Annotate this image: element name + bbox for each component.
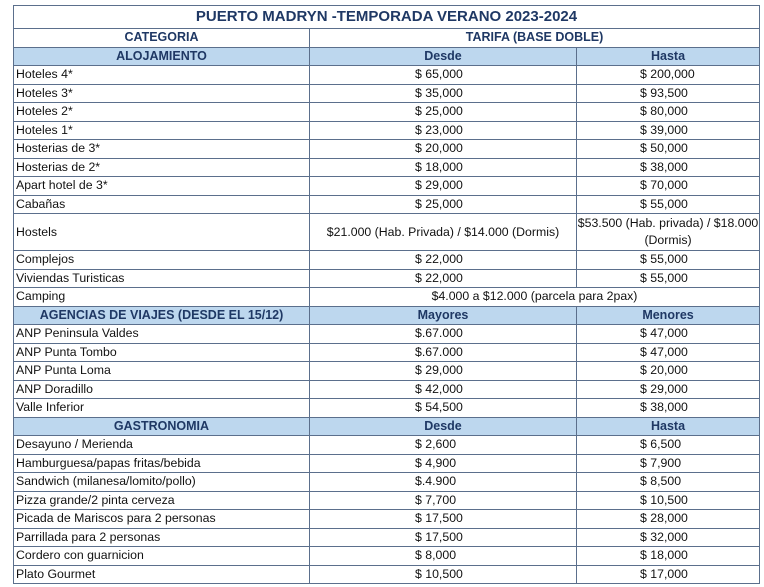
section-header-agencias [14, 306, 760, 325]
row-name: Valle Inferior [14, 399, 310, 418]
row-to [577, 84, 760, 103]
section-title: ALOJAMIENTO [14, 47, 310, 66]
row-from [310, 269, 577, 288]
row-from [310, 343, 577, 362]
row-name: Hoteles 2* [14, 103, 310, 122]
row-to [577, 491, 760, 510]
section-header-gastronomia [14, 417, 760, 436]
row-from [310, 510, 577, 529]
value-to: $ 39,000 [640, 122, 688, 137]
row-from [310, 158, 577, 177]
row-name: Cabañas [14, 195, 310, 214]
row-name: Plato Gourmet [14, 565, 310, 584]
row-from [310, 380, 577, 399]
value-to: $ 28,000 [640, 511, 688, 526]
row-name: Camping [14, 288, 310, 307]
column-header-to: Hasta [577, 417, 760, 436]
value-from: $ 23,000 [415, 122, 463, 137]
value-from: $ 29,000 [415, 363, 463, 378]
row-name: Cordero con guarnicion [14, 547, 310, 566]
header-tarifa: TARIFA (BASE DOBLE) [310, 29, 760, 48]
camping-value: $4.000 a $12.000 (parcela para 2pax) [310, 288, 760, 307]
value-to: $ 55,000 [640, 196, 688, 211]
column-header-to: Menores [577, 306, 760, 325]
value-to: $ 200,000 [640, 67, 695, 82]
section-header-alojamiento [14, 47, 760, 66]
row-to [577, 140, 760, 159]
row-from [310, 325, 577, 344]
value-from: $ 35,000 [415, 85, 463, 100]
row-to [577, 436, 760, 455]
value-to: $ 93,500 [640, 85, 688, 100]
page-title: PUERTO MADRYN -TEMPORADA VERANO 2023-2024 [14, 6, 760, 29]
value-to: $53.500 (Hab. privada) / $18.000 (Dormis) [577, 214, 760, 251]
row-name: ANP Peninsula Valdes [14, 325, 310, 344]
table-row [14, 343, 760, 362]
value-from: $ 10,500 [415, 566, 463, 581]
value-to: $ 10,500 [640, 492, 688, 507]
row-to [577, 343, 760, 362]
row-from [310, 436, 577, 455]
tariff-table [13, 5, 760, 584]
row-to [577, 251, 760, 270]
row-name: Hosterias de 3* [14, 140, 310, 159]
row-name: ANP Punta Loma [14, 362, 310, 381]
row-to [577, 528, 760, 547]
section-title: AGENCIAS DE VIAJES (DESDE EL 15/12) [14, 306, 310, 325]
value-from: $ 54,500 [415, 400, 463, 415]
row-name: Hosterias de 2* [14, 158, 310, 177]
row-to [577, 565, 760, 584]
row-to [577, 454, 760, 473]
row-to [577, 103, 760, 122]
row-name: Hoteles 3* [14, 84, 310, 103]
row-to [577, 269, 760, 288]
table-row [14, 436, 760, 455]
row-to [577, 547, 760, 566]
title-row [14, 6, 760, 29]
row-from [310, 103, 577, 122]
column-header-to: Hasta [577, 47, 760, 66]
value-to: $ 20,000 [640, 363, 688, 378]
table-row [14, 251, 760, 270]
value-to: $ 80,000 [640, 104, 688, 119]
table-row [14, 121, 760, 140]
value-to: $ 47,000 [640, 326, 688, 341]
row-name: Hoteles 1* [14, 121, 310, 140]
table-row [14, 528, 760, 547]
row-from [310, 362, 577, 381]
value-to: $ 29,000 [640, 381, 688, 396]
row-from [310, 251, 577, 270]
table-row-hostels [14, 214, 760, 251]
row-to [577, 195, 760, 214]
row-name: Hamburguesa/papas fritas/bebida [14, 454, 310, 473]
value-to: $ 6,500 [640, 437, 682, 452]
row-from [310, 547, 577, 566]
table-row [14, 140, 760, 159]
row-name: Hostels [14, 214, 310, 251]
row-name: Complejos [14, 251, 310, 270]
row-from [310, 84, 577, 103]
value-from: $ 22,000 [415, 252, 463, 267]
row-from [310, 66, 577, 85]
value-to: $ 47,000 [640, 344, 688, 359]
value-to: $ 17,000 [640, 566, 688, 581]
row-from [310, 473, 577, 492]
row-name: Desayuno / Merienda [14, 436, 310, 455]
row-to [577, 121, 760, 140]
row-to [577, 325, 760, 344]
value-from: $ 25,000 [415, 104, 463, 119]
row-from [310, 528, 577, 547]
value-from: $.4.900 [415, 474, 457, 489]
value-from: $ 17,500 [415, 511, 463, 526]
value-to: $ 38,000 [640, 159, 688, 174]
table-row [14, 399, 760, 418]
value-from: $ 18,000 [415, 159, 463, 174]
row-from [310, 491, 577, 510]
value-to: $ 7,900 [640, 455, 682, 470]
row-name: Parrillada para 2 personas [14, 528, 310, 547]
value-to: $ 70,000 [640, 178, 688, 193]
row-from [310, 121, 577, 140]
row-name: ANP Doradillo [14, 380, 310, 399]
row-from [310, 177, 577, 196]
row-name: Picada de Mariscos para 2 personas [14, 510, 310, 529]
value-from: $ 20,000 [415, 141, 463, 156]
column-header-from: Desde [310, 417, 577, 436]
row-name: Viviendas Turisticas [14, 269, 310, 288]
value-from: $ 25,000 [415, 196, 463, 211]
value-to: $ 55,000 [640, 252, 688, 267]
value-from: $ 8,000 [415, 548, 457, 563]
value-from: $ 4,900 [415, 455, 457, 470]
table-row [14, 473, 760, 492]
value-from: $ 42,000 [415, 381, 463, 396]
header-row [14, 29, 760, 48]
row-to [577, 66, 760, 85]
row-from [310, 140, 577, 159]
table-row [14, 565, 760, 584]
value-to: $ 8,500 [640, 474, 682, 489]
table-row [14, 103, 760, 122]
value-from: $ 22,000 [415, 270, 463, 285]
value-from: $ 2,600 [415, 437, 457, 452]
table-row [14, 158, 760, 177]
row-from [310, 195, 577, 214]
row-name: ANP Punta Tombo [14, 343, 310, 362]
table-row [14, 491, 760, 510]
table-row [14, 454, 760, 473]
table-row-camping [14, 288, 760, 307]
table-row [14, 177, 760, 196]
row-to [577, 399, 760, 418]
table-row [14, 325, 760, 344]
value-to: $ 18,000 [640, 548, 688, 563]
row-to [577, 362, 760, 381]
header-categoria: CATEGORIA [14, 29, 310, 48]
column-header-from: Desde [310, 47, 577, 66]
column-header-from: Mayores [310, 306, 577, 325]
table-row [14, 195, 760, 214]
value-from: $ 17,500 [415, 529, 463, 544]
row-to [577, 510, 760, 529]
row-to [577, 177, 760, 196]
value-to: $ 55,000 [640, 270, 688, 285]
table-row [14, 380, 760, 399]
value-from: $.67.000 [415, 326, 463, 341]
table-row [14, 547, 760, 566]
value-from: $ 7,700 [415, 492, 457, 507]
table-row [14, 84, 760, 103]
value-from: $.67.000 [415, 344, 463, 359]
table-row [14, 510, 760, 529]
value-from: $21.000 (Hab. Privada) / $14.000 (Dormis) [310, 214, 577, 251]
value-to: $ 32,000 [640, 529, 688, 544]
table-row [14, 362, 760, 381]
section-title: GASTRONOMIA [14, 417, 310, 436]
row-name: Hoteles 4* [14, 66, 310, 85]
row-from [310, 454, 577, 473]
value-to: $ 50,000 [640, 141, 688, 156]
row-name: Sandwich (milanesa/lomito/pollo) [14, 473, 310, 492]
value-to: $ 38,000 [640, 400, 688, 415]
table-row [14, 269, 760, 288]
row-name: Pizza grande/2 pinta cerveza [14, 491, 310, 510]
row-from [310, 565, 577, 584]
value-from: $ 65,000 [415, 67, 463, 82]
row-to [577, 158, 760, 177]
row-name: Apart hotel de 3* [14, 177, 310, 196]
row-to [577, 473, 760, 492]
row-from [310, 399, 577, 418]
table-row [14, 66, 760, 85]
row-to [577, 380, 760, 399]
value-from: $ 29,000 [415, 178, 463, 193]
